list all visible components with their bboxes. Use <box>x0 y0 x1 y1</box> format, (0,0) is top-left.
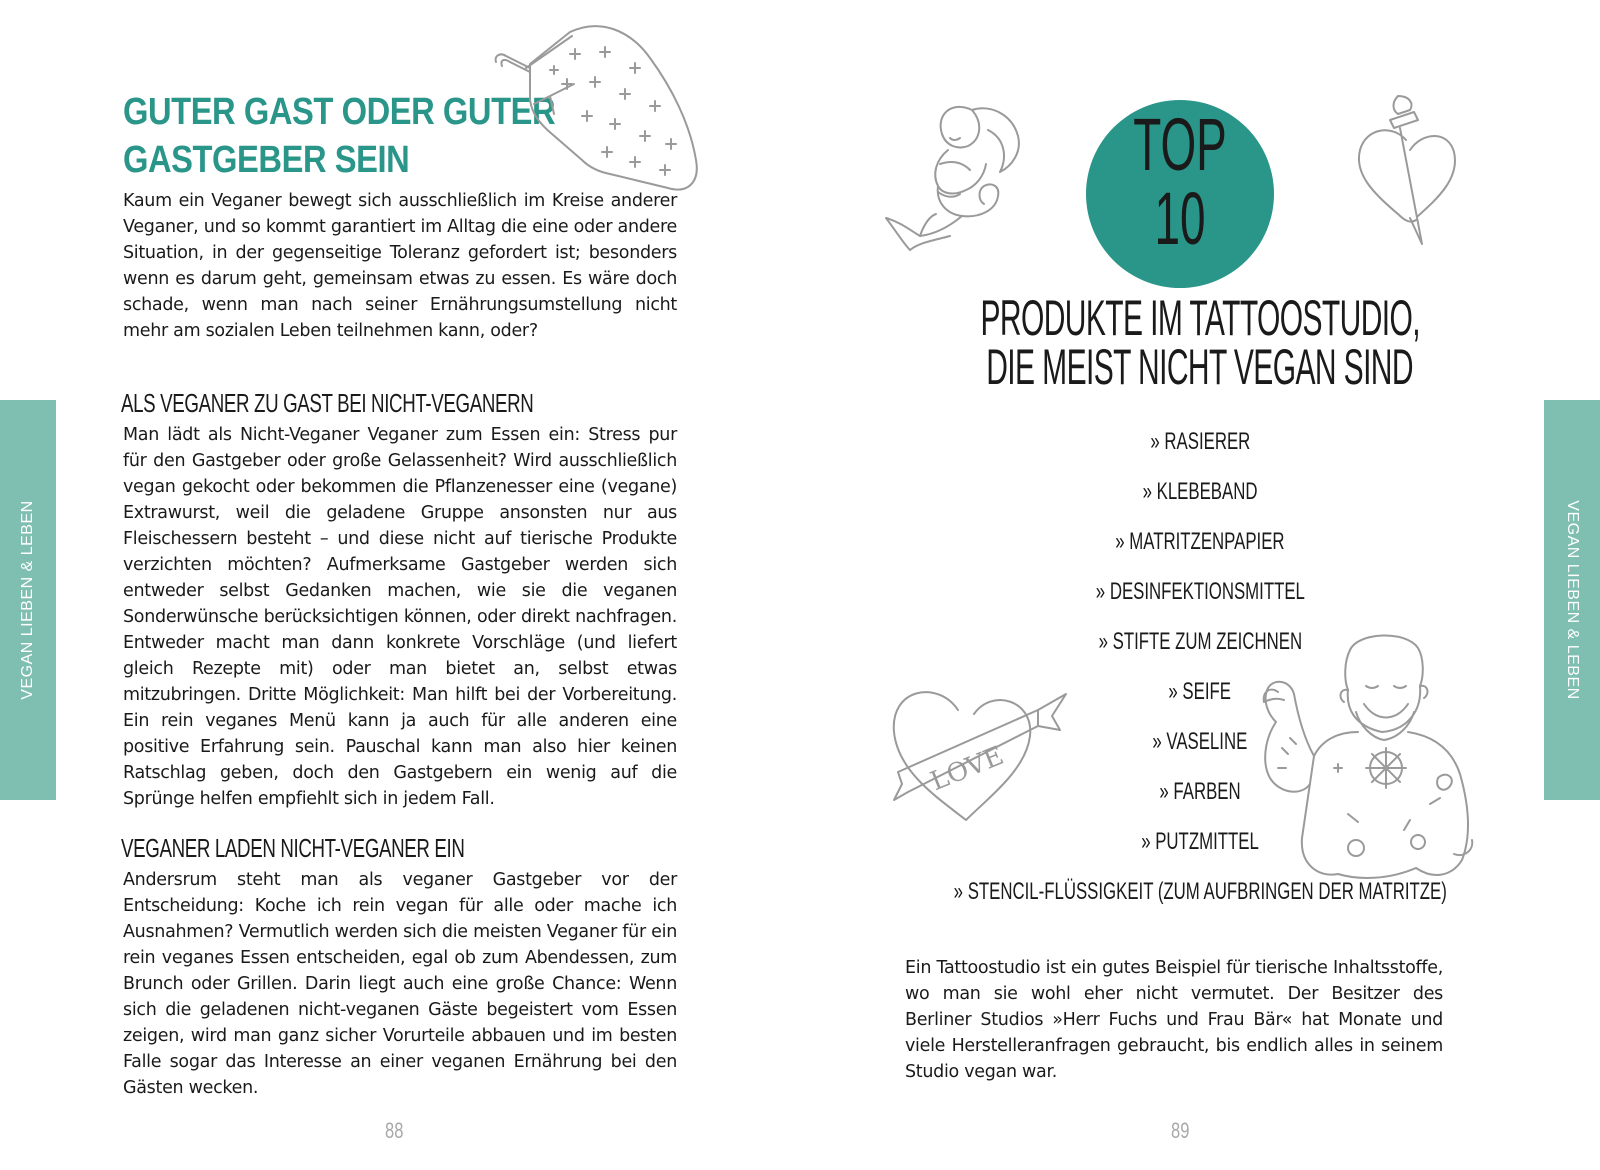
page-number: 88 <box>385 1118 404 1143</box>
page-number: 89 <box>1171 1118 1190 1143</box>
top10-heading-line1 <box>800 292 1600 344</box>
list-item <box>800 528 1600 556</box>
top10-heading-text: PRODUKTE IM TATTOOSTUDIO, <box>980 290 1420 346</box>
side-tab-label: VEGAN LIEBEN & LEBEN <box>1564 500 1581 700</box>
list-item-text: » MATRITZENPAPIER <box>1115 528 1285 555</box>
list-item-text: » STIFTE ZUM ZEICHNEN <box>1098 628 1302 655</box>
oven-mitt-icon <box>490 24 705 199</box>
love-heart-icon <box>888 680 1068 840</box>
list-item-text: » SEIFE <box>1168 678 1232 705</box>
top10-badge <box>1086 100 1274 288</box>
right-page <box>800 0 1600 1170</box>
tattooed-man-icon <box>1238 628 1498 888</box>
list-item <box>800 478 1600 506</box>
side-tab-label: VEGAN LIEBEN & LEBEN <box>19 500 36 700</box>
list-item <box>800 578 1600 606</box>
list-item-text: » STENCIL-FLÜSSIGKEIT (ZUM AUFBRINGEN DER MATRITZE) <box>953 878 1447 905</box>
list-item-text: » KLEBEBAND <box>1142 478 1258 505</box>
heart-dagger-icon <box>1352 90 1462 260</box>
list-item-text: » RASIERER <box>1150 428 1250 455</box>
top10-heading-line2 <box>800 341 1600 393</box>
list-item-text: » FARBEN <box>1159 778 1241 805</box>
mermaid-icon <box>880 90 1040 260</box>
section-heading-host: VEGANER LADEN NICHT-VEGANER EIN <box>121 833 465 863</box>
love-banner-text: LOVE <box>926 740 1009 798</box>
top10-badge-line2: 10 <box>1154 177 1206 260</box>
intro-paragraph: Kaum ein Veganer bewegt sich ausschließlich im Kreise anderer Veganer, und so kommt garantiert im Alltag die eine oder andere Situation, in der gegenseitige Toleranz gefordert ist; besonders wenn es darum geht, gemeinsam etwas zu essen. Es wäre doch schade, wenn man nach seiner Ernährungsumstellung nicht mehr am sozialen Leben teilnehmen kann, oder? <box>123 191 677 341</box>
list-item-text: » DESINFEKTIONSMITTEL <box>1095 578 1305 605</box>
list-item <box>800 428 1600 456</box>
list-item-text: » VASELINE <box>1152 728 1248 755</box>
section-heading-guest: ALS VEGANER ZU GAST BEI NICHT-VEGANERN <box>121 388 534 418</box>
list-item-text: » PUTZMITTEL <box>1141 828 1259 855</box>
closing-paragraph: Ein Tattoostudio ist ein gutes Beispiel für tierische Inhaltsstoffe, wo man sie wohl eher nicht vermutet. Der Besitzer des Berliner Studios »Herr Fuchs und Frau Bär« hat Monate und viele Herstelleranfragen gebraucht, bis endlich alles in seinem Studio vegan war. <box>905 958 1443 1082</box>
title-line-2: GASTGEBER SEIN <box>123 139 410 181</box>
top10-heading-text: DIE MEIST NICHT VEGAN SIND <box>986 339 1414 395</box>
section-text-guest: Man lädt als Nicht-Veganer Veganer zum Essen ein: Stress pur für den Gastgeber oder große Gelassenheit? Wird ausschließlich vegan gekocht oder bekommen die Pflanzenesser eine (vegane) Extrawurst, weil die geladene Gruppe ansonsten nur aus Fleischessern besteht – und diese nicht auf tierische Produkte verzichten möchten? Aufmerksame Gastgeber werden sich entweder selbst Gedanken machen, wie sie die veganen Sonderwünsche berücksichtigen können, oder direkt nachfragen. Entweder macht man dann konkrete Vorschläge (und liefert gleich Rezepte mit) oder man bietet an, selbst etwas mitzubringen. Dritte Möglichkeit: Man hilft bei der Vorbereitung. Ein rein veganes Menü kann ja auch für alle anderen eine positive Erfahrung sein. Pauschal kann man also hier keinen Ratschlag geben, doch den Gastgebern ein wenig auf die Sprünge helfen empfiehlt sich in jedem Fall. <box>123 425 677 809</box>
title-line-1: GUTER GAST ODER GUTER <box>123 91 556 133</box>
side-tab-left <box>0 400 56 800</box>
section-text-host: Andersrum steht man als veganer Gastgeber vor der Entscheidung: Koche ich rein vegan für alle oder mache ich Ausnahmen? Vermutlich werden sich die meisten Veganer für ein rein veganes Essen entscheiden, egal ob zum Abendessen, zum Brunch oder Grillen. Darin liegt auch eine große Chance: Wenn sich die geladenen nicht-veganen Gäste begeistert vom Essen zeigen, wird man ganz sicher Vorurteile abbauen und im besten Falle sogar das Interesse an einer veganen Ernährung bei den Gästen wecken. <box>123 870 677 1098</box>
top10-badge-line1: TOP <box>1133 103 1227 186</box>
